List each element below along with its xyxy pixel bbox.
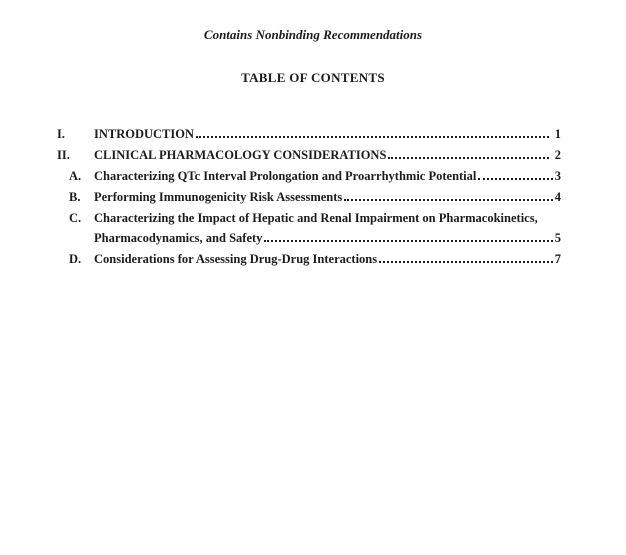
toc-entry-drug-drug-interactions[interactable] bbox=[57, 252, 561, 273]
dot-leader bbox=[264, 240, 552, 242]
toc-entry-number: II. bbox=[57, 147, 70, 162]
toc-entry-title-line1: Characterizing the Impact of Hepatic and Renal Impairment on Pharmacokinetics, bbox=[94, 210, 538, 225]
toc-entry-title: Performing Immunogenicity Risk Assessments bbox=[94, 189, 343, 204]
toc-entry-number: B. bbox=[69, 189, 81, 204]
toc-entry-immunogenicity-risk[interactable] bbox=[57, 190, 561, 211]
toc-entry-page: 1 bbox=[554, 127, 561, 141]
toc-entry-page: 5 bbox=[554, 231, 561, 246]
toc-heading: TABLE OF CONTENTS bbox=[241, 70, 385, 85]
dot-leader bbox=[344, 199, 552, 201]
dot-leader bbox=[196, 136, 549, 138]
toc-entry-clinical-pharmacology[interactable] bbox=[57, 148, 561, 169]
toc-entry-title-line2: Pharmacodynamics, and Safety bbox=[94, 231, 263, 246]
toc-entry-page: 3 bbox=[554, 168, 561, 183]
toc-entry-title: Characterizing QTc Interval Prolongation and Proarrhythmic Potential bbox=[94, 168, 477, 183]
toc-entry-title: CLINICAL PHARMACOLOGY CONSIDERATIONS bbox=[94, 147, 387, 162]
nonbinding-recommendations-notice: Contains Nonbinding Recommendations bbox=[203, 27, 423, 42]
toc-entry-number: I. bbox=[57, 127, 65, 141]
table-of-contents bbox=[57, 127, 561, 273]
toc-entry-number: A. bbox=[69, 168, 82, 183]
dot-leader bbox=[379, 261, 553, 263]
toc-entry-page: 4 bbox=[554, 189, 561, 204]
toc-entry-hepatic-renal-line1[interactable] bbox=[57, 211, 561, 232]
dot-leader bbox=[388, 157, 548, 159]
toc-entry-title: INTRODUCTION bbox=[94, 127, 195, 141]
dot-leader bbox=[478, 178, 552, 180]
toc-entry-title: Considerations for Assessing Drug-Drug Interactions bbox=[94, 252, 378, 267]
toc-entry-number: C. bbox=[69, 210, 82, 225]
toc-entry-qtc-prolongation[interactable] bbox=[57, 169, 561, 190]
toc-entry-page: 7 bbox=[554, 252, 561, 267]
toc-entry-introduction[interactable] bbox=[57, 127, 561, 148]
toc-entry-page: 2 bbox=[554, 147, 561, 162]
toc-entry-number: D. bbox=[69, 252, 82, 267]
toc-entry-hepatic-renal-line2[interactable] bbox=[57, 231, 561, 252]
